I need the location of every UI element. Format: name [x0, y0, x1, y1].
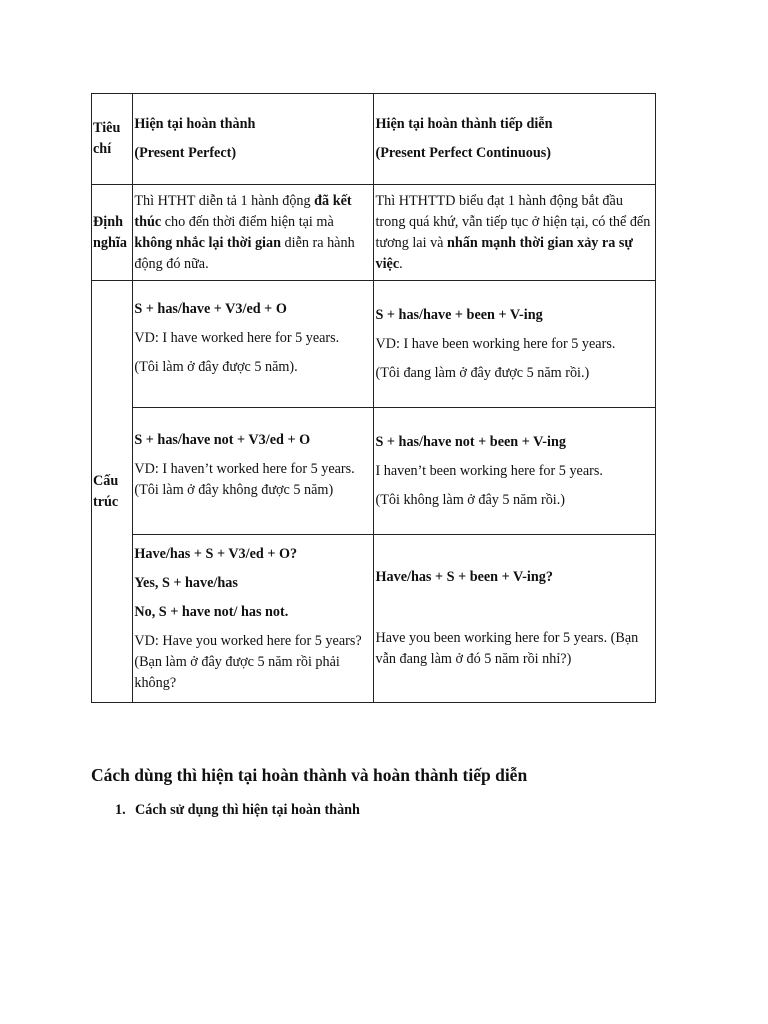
present-perfect-header [133, 94, 374, 185]
pp-affirmative-translation: (Tôi làm ở đây được 5 năm). [134, 358, 298, 375]
ppc-definition-text-1: Thì HTHTTD biểu đạt 1 hành động bắt đầu trong quá khứ, vẫn tiếp tục ở hiện tại, có thể đến tương lai và [375, 192, 651, 251]
pp-affirmative-formula: S + has/have + V3/ed + O [134, 300, 287, 317]
ppc-definition [374, 185, 656, 281]
pp-negative [133, 408, 374, 535]
pp-affirmative [133, 281, 374, 408]
pp-definition-text-1: Thì HTHT diễn tả 1 hành động [134, 192, 315, 209]
definition-label-cell [92, 185, 133, 281]
pp-definition-text-3: diễn ra hành động đó nữa. [134, 234, 355, 272]
header-row [92, 94, 656, 185]
ppc-affirmative-translation: (Tôi đang làm ở đây được 5 năm rồi.) [375, 364, 590, 381]
criteria-header [92, 94, 133, 185]
structure-negative-row [92, 408, 656, 535]
pp-english-name: (Present Perfect) [134, 145, 237, 161]
ppc-negative-translation: (Tôi không làm ở đây 5 năm rồi.) [375, 491, 566, 508]
pp-negative-formula: S + has/have not + V3/ed + O [134, 431, 311, 448]
list-item-number: 1. [115, 802, 126, 818]
ppc-negative-formula: S + has/have not + been + V-ing [375, 433, 566, 450]
ppc-question [374, 535, 656, 703]
definition-label: Định nghĩa [93, 213, 127, 251]
ppc-affirmative-example: VD: I have been working here for 5 years. [375, 335, 616, 352]
structure-affirmative-row [92, 281, 656, 408]
list-item-text: Cách sử dụng thì hiện tại hoàn thành [135, 802, 360, 818]
pp-question-example: VD: Have you worked here for 5 years? (Bạn làm ở đây được 5 năm rồi phải không? [134, 632, 362, 691]
ppc-affirmative-formula: S + has/have + been + V-ing [375, 306, 543, 323]
ppc-question-example: Have you been working here for 5 years. (Bạn vẫn đang làm ở đó 5 năm rồi nhỉ?) [375, 630, 639, 667]
ppc-english-name: (Present Perfect Continuous) [375, 145, 551, 161]
pp-definition [133, 185, 374, 281]
ppc-definition-text-2: . [399, 255, 403, 272]
ppc-negative [374, 408, 656, 535]
list-item [115, 802, 360, 819]
structure-label-cell [92, 281, 133, 703]
pp-name: Hiện tại hoàn thành [134, 116, 256, 132]
ppc-name: Hiện tại hoàn thành tiếp diễn [375, 116, 553, 132]
pp-negative-example: VD: I haven’t worked here for 5 years. (Tôi làm ở đây không được 5 năm) [134, 460, 355, 498]
present-perfect-continuous-header [374, 94, 656, 185]
pp-definition-bold-1: đã kết thúc [134, 192, 352, 230]
structure-label: Cấu trúc [93, 472, 119, 510]
ppc-negative-example: I haven’t been working here for 5 years. [375, 462, 603, 479]
structure-question-row [92, 535, 656, 703]
ppc-question-formula: Have/has + S + been + V-ing? [375, 569, 553, 585]
ppc-definition-bold-1: nhấn mạnh thời gian xảy ra sự việc [375, 234, 633, 272]
ppc-affirmative [374, 281, 656, 408]
pp-question-formula: Have/has + S + V3/ed + O? [134, 545, 298, 562]
pp-question-no: No, S + have not/ has not. [134, 603, 289, 620]
pp-question-yes: Yes, S + have/has [134, 574, 238, 591]
pp-definition-bold-2: không nhắc lại thời gian [134, 234, 281, 251]
criteria-label: Tiêu chí [93, 120, 121, 157]
pp-definition-text-2: cho đến thời điểm hiện tại mà [161, 213, 334, 230]
pp-affirmative-example: VD: I have worked here for 5 years. [134, 329, 340, 346]
pp-question [133, 535, 374, 703]
comparison-table [91, 93, 656, 703]
definition-row [92, 185, 656, 281]
section-heading: Cách dùng thì hiện tại hoàn thành và hoàn thành tiếp diễn [91, 765, 528, 785]
